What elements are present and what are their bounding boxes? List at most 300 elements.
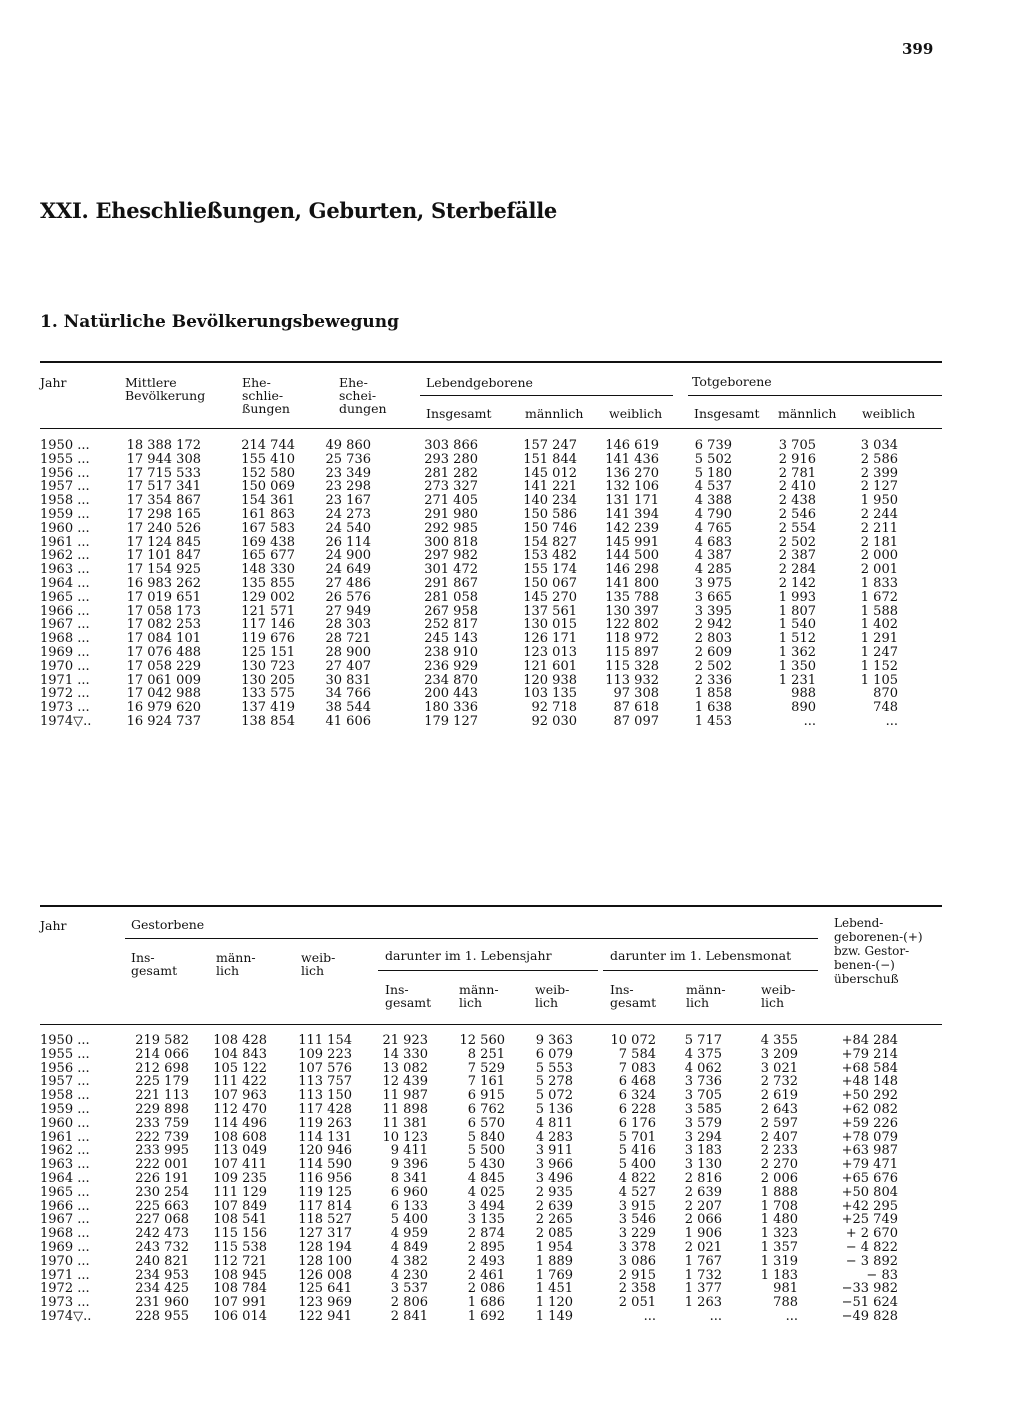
cell-lm-insgesamt: 5 400 (618, 1157, 656, 1173)
cell-gest-weiblich: 128 100 (298, 1253, 352, 1269)
cell-lebend-maennlich: 145 012 (523, 465, 577, 481)
cell-gest-insgesamt: 225 663 (135, 1198, 189, 1214)
cell-gest-maennlich: 112 721 (213, 1253, 267, 1269)
cell-gest-maennlich: 107 849 (213, 1198, 267, 1214)
cell-lebend-weiblich: 87 097 (613, 714, 659, 729)
cell-eheschliessungen: 154 361 (241, 493, 295, 509)
t1-header-lebend-weiblich: weiblich (609, 406, 663, 421)
cell-lj-insgesamt: 11 381 (382, 1115, 428, 1131)
cell-lebend-weiblich: 146 298 (605, 562, 659, 578)
cell-lm-insgesamt: 3 378 (618, 1240, 656, 1255)
year-cell: 1973 ... (40, 1295, 90, 1311)
cell-lj-maennlich: 2 461 (467, 1267, 505, 1283)
cell-tot-maennlich: 1 540 (778, 617, 816, 633)
cell-tot-weiblich: 1 247 (860, 645, 898, 660)
cell-lebend-maennlich: 126 171 (523, 631, 577, 647)
cell-lj-maennlich: 1 692 (467, 1309, 505, 1324)
year-cell: 1961 ... (40, 1129, 90, 1145)
cell-lebend-maennlich: 157 247 (523, 438, 577, 453)
cell-gest-insgesamt: 234 953 (135, 1267, 189, 1283)
cell-gest-weiblich: 113 150 (298, 1088, 352, 1104)
cell-lj-maennlich: 7 161 (467, 1074, 505, 1090)
cell-lj-insgesamt: 10 123 (382, 1129, 428, 1145)
cell-lm-maennlich: 2 816 (684, 1171, 722, 1186)
cell-lm-maennlich: 1 732 (684, 1267, 722, 1283)
cell-tot-maennlich: 2 554 (778, 520, 816, 536)
cell-ueberschuss: +59 226 (841, 1115, 898, 1131)
cell-gest-insgesamt: 212 698 (135, 1060, 189, 1076)
cell-gest-insgesamt: 231 960 (135, 1295, 189, 1311)
cell-gest-weiblich: 123 969 (298, 1295, 352, 1311)
cell-tot-maennlich: 2 916 (778, 451, 816, 467)
year-cell: 1972 ... (40, 1281, 90, 1297)
cell-tot-insgesamt: 4 790 (694, 507, 732, 522)
cell-lj-maennlich: 2 895 (467, 1240, 505, 1255)
year-cell: 1968 ... (40, 631, 90, 647)
cell-lebend-insgesamt: 292 985 (424, 520, 478, 536)
cell-lj-weiblich: 6 079 (535, 1046, 573, 1062)
cell-gest-maennlich: 104 843 (213, 1046, 267, 1062)
cell-lj-insgesamt: 21 923 (382, 1033, 428, 1048)
cell-ehescheidungen: 26 576 (325, 589, 371, 605)
cell-ehescheidungen: 24 540 (325, 520, 371, 536)
cell-lebend-weiblich: 132 106 (605, 479, 659, 495)
gestorbene-underline (125, 938, 818, 939)
cell-lm-maennlich: 1 767 (684, 1253, 722, 1269)
cell-gest-weiblich: 109 223 (298, 1046, 352, 1062)
cell-lj-maennlich: 5 430 (467, 1157, 505, 1173)
year-cell: 1970 ... (40, 658, 90, 674)
cell-lj-weiblich: 4 283 (535, 1129, 573, 1145)
cell-tot-maennlich: 2 438 (778, 493, 816, 509)
cell-lebend-maennlich: 130 015 (523, 617, 577, 633)
cell-lm-weiblich: 2 270 (760, 1157, 798, 1173)
cell-ueberschuss: − 3 892 (845, 1253, 898, 1269)
cell-lm-insgesamt: 6 176 (618, 1115, 656, 1131)
totgeborene-underline (688, 395, 942, 396)
cell-lebend-maennlich: 155 174 (523, 562, 577, 578)
cell-lebend-insgesamt: 271 405 (424, 493, 478, 509)
cell-ehescheidungen: 38 544 (325, 700, 371, 716)
cell-ehescheidungen: 26 114 (325, 534, 371, 550)
t1-header-lebend-insgesamt: Insgesamt (426, 406, 492, 421)
cell-tot-weiblich: 2 001 (860, 562, 898, 578)
cell-lebend-insgesamt: 267 958 (424, 603, 478, 619)
cell-lebend-weiblich: 141 436 (605, 451, 659, 467)
cell-lj-maennlich: 7 529 (467, 1060, 505, 1076)
cell-tot-insgesamt: 5 502 (694, 451, 732, 467)
cell-lm-insgesamt: 2 358 (618, 1281, 656, 1297)
cell-lj-weiblich: 1 149 (535, 1309, 573, 1324)
cell-gest-insgesamt: 233 995 (135, 1143, 189, 1159)
cell-lj-maennlich: 2 874 (467, 1226, 505, 1242)
cell-ehescheidungen: 23 298 (325, 479, 371, 495)
year-cell: 1967 ... (40, 617, 90, 633)
cell-gest-insgesamt: 222 001 (135, 1157, 189, 1173)
cell-ueberschuss: +50 804 (841, 1184, 898, 1200)
cell-mittlere: 17 154 925 (126, 562, 201, 578)
cell-lj-weiblich: 4 811 (535, 1115, 573, 1131)
cell-mittlere: 17 019 651 (126, 589, 201, 605)
cell-tot-insgesamt: 2 502 (694, 658, 732, 674)
cell-ueberschuss: − 83 (866, 1267, 898, 1283)
cell-lebend-maennlich: 123 013 (523, 645, 577, 660)
cell-lj-insgesamt: 11 898 (382, 1102, 428, 1117)
cell-lm-maennlich: 5 717 (684, 1033, 722, 1048)
cell-gest-maennlich: 108 428 (213, 1033, 267, 1048)
year-cell: 1960 ... (40, 520, 90, 536)
chapter-title: XXI. Eheschließungen, Geburten, Sterbefälle (40, 198, 557, 223)
cell-gest-insgesamt: 219 582 (135, 1033, 189, 1048)
cell-tot-insgesamt: 2 942 (694, 617, 732, 633)
t2-header-lm-weiblich: weib- lich (761, 982, 796, 1010)
cell-ehescheidungen: 28 721 (325, 631, 371, 647)
cell-gest-maennlich: 106 014 (213, 1309, 267, 1324)
cell-ueberschuss: + 2 670 (845, 1226, 898, 1242)
cell-mittlere: 17 084 101 (126, 631, 201, 647)
cell-tot-weiblich: 1 833 (860, 576, 898, 591)
cell-lj-maennlich: 6 915 (467, 1088, 505, 1104)
cell-lm-insgesamt: 4 527 (618, 1184, 656, 1200)
cell-tot-weiblich: 1 402 (860, 617, 898, 633)
cell-eheschliessungen: 150 069 (241, 479, 295, 495)
cell-eheschliessungen: 133 575 (241, 686, 295, 702)
cell-tot-insgesamt: 4 387 (694, 548, 732, 564)
cell-mittlere: 17 944 308 (126, 451, 201, 467)
cell-lm-maennlich: 3 294 (684, 1129, 722, 1145)
cell-lebend-insgesamt: 252 817 (424, 617, 478, 633)
cell-ueberschuss: +48 148 (841, 1074, 898, 1090)
cell-lj-insgesamt: 9 396 (390, 1157, 428, 1173)
t1-header-ehescheidungen: Ehe- schei- dungen (339, 375, 387, 416)
cell-mittlere: 17 076 488 (126, 645, 201, 660)
cell-gest-maennlich: 115 156 (213, 1226, 267, 1242)
cell-lm-weiblich: 2 233 (760, 1143, 798, 1159)
cell-lebend-maennlich: 137 561 (523, 603, 577, 619)
t2-header-jahr: Jahr (40, 918, 67, 933)
cell-gest-maennlich: 111 129 (213, 1184, 267, 1200)
cell-lj-weiblich: 1 451 (535, 1281, 573, 1297)
cell-gest-insgesamt: 227 068 (135, 1212, 189, 1228)
cell-tot-maennlich: 1 362 (778, 645, 816, 660)
cell-mittlere: 17 517 341 (126, 479, 201, 495)
year-cell: 1971 ... (40, 1267, 90, 1283)
cell-tot-insgesamt: 4 388 (694, 493, 732, 509)
cell-tot-insgesamt: 2 609 (694, 645, 732, 660)
cell-tot-weiblich: 3 034 (860, 438, 898, 453)
cell-mittlere: 16 983 262 (126, 576, 201, 591)
cell-gest-insgesamt: 221 113 (135, 1088, 189, 1104)
year-cell: 1961 ... (40, 534, 90, 550)
cell-tot-maennlich: 2 387 (778, 548, 816, 564)
cell-tot-insgesamt: 2 803 (694, 631, 732, 647)
cell-lm-insgesamt: 2 051 (618, 1295, 656, 1311)
cell-eheschliessungen: 137 419 (241, 700, 295, 716)
cell-lj-maennlich: 2 086 (467, 1281, 505, 1297)
cell-mittlere: 17 354 867 (126, 493, 201, 509)
cell-lebend-insgesamt: 238 910 (424, 645, 478, 660)
cell-lm-maennlich: 3 130 (684, 1157, 722, 1173)
cell-eheschliessungen: 167 583 (241, 520, 295, 536)
cell-lj-weiblich: 3 966 (535, 1157, 573, 1173)
cell-tot-insgesamt: 1 638 (694, 700, 732, 716)
cell-lebend-insgesamt: 179 127 (424, 714, 478, 729)
cell-gest-maennlich: 107 991 (213, 1295, 267, 1311)
cell-ueberschuss: +68 584 (841, 1060, 898, 1076)
cell-gest-insgesamt: 233 759 (135, 1115, 189, 1131)
cell-lm-insgesamt: 7 584 (618, 1046, 656, 1062)
cell-lm-insgesamt: 3 915 (618, 1198, 656, 1214)
cell-lj-maennlich: 12 560 (459, 1033, 505, 1048)
year-cell: 1962 ... (40, 548, 90, 564)
cell-lj-insgesamt: 4 849 (390, 1240, 428, 1255)
cell-gest-weiblich: 117 428 (298, 1102, 352, 1117)
cell-lebend-insgesamt: 293 280 (424, 451, 478, 467)
cell-tot-weiblich: 748 (873, 700, 898, 716)
cell-gest-insgesamt: 234 425 (135, 1281, 189, 1297)
cell-lebend-weiblich: 136 270 (605, 465, 659, 481)
cell-lebend-insgesamt: 180 336 (424, 700, 478, 716)
cell-tot-insgesamt: 1 453 (694, 714, 732, 729)
cell-lebend-insgesamt: 234 870 (424, 672, 478, 688)
cell-lebend-maennlich: 151 844 (523, 451, 577, 467)
cell-mittlere: 17 042 988 (126, 686, 201, 702)
cell-tot-maennlich: 2 502 (778, 534, 816, 550)
cell-lj-weiblich: 9 363 (535, 1033, 573, 1048)
cell-lj-insgesamt: 9 411 (390, 1143, 428, 1159)
cell-ehescheidungen: 23 167 (325, 493, 371, 509)
cell-lm-insgesamt: 3 229 (618, 1226, 656, 1242)
cell-lm-weiblich: 1 183 (760, 1267, 798, 1283)
year-cell: 1971 ... (40, 672, 90, 688)
table1-header-rule (40, 428, 942, 429)
cell-tot-weiblich: 2 127 (860, 479, 898, 495)
year-cell: 1956 ... (40, 465, 90, 481)
cell-tot-insgesamt: 3 975 (694, 576, 732, 591)
cell-gest-maennlich: 105 122 (213, 1060, 267, 1076)
cell-lebend-weiblich: 131 171 (605, 493, 659, 509)
t2-header-lj-maennlich: männ- lich (459, 982, 499, 1010)
cell-ueberschuss: +84 284 (841, 1033, 898, 1048)
cell-tot-insgesamt: 3 665 (694, 589, 732, 605)
cell-lj-weiblich: 5 136 (535, 1102, 573, 1117)
cell-lebend-weiblich: 145 991 (605, 534, 659, 550)
cell-ueberschuss: +25 749 (841, 1212, 898, 1228)
cell-lm-weiblich: 2 597 (760, 1115, 798, 1131)
year-cell: 1955 ... (40, 451, 90, 467)
year-cell: 1969 ... (40, 1240, 90, 1255)
cell-tot-insgesamt: 4 683 (694, 534, 732, 550)
cell-tot-maennlich: 1 993 (778, 589, 816, 605)
cell-lj-weiblich: 2 265 (535, 1212, 573, 1228)
cell-gest-maennlich: 111 422 (213, 1074, 267, 1090)
cell-lebend-weiblich: 122 802 (605, 617, 659, 633)
cell-lebend-weiblich: 135 788 (605, 589, 659, 605)
t1-header-jahr: Jahr (40, 375, 67, 390)
cell-tot-weiblich: 1 105 (860, 672, 898, 688)
cell-tot-insgesamt: 2 336 (694, 672, 732, 688)
cell-tot-weiblich: 2 586 (860, 451, 898, 467)
cell-mittlere: 17 058 173 (126, 603, 201, 619)
t1-header-mittlere: Mittlere Bevölkerung (125, 375, 206, 403)
cell-gest-insgesamt: 214 066 (135, 1046, 189, 1062)
cell-ehescheidungen: 49 860 (325, 438, 371, 453)
cell-lj-insgesamt: 14 330 (382, 1046, 428, 1062)
cell-lm-insgesamt: 5 701 (618, 1129, 656, 1145)
cell-ehescheidungen: 27 949 (325, 603, 371, 619)
cell-lm-maennlich: 2 207 (684, 1198, 722, 1214)
cell-gest-insgesamt: 242 473 (135, 1226, 189, 1242)
cell-gest-weiblich: 126 008 (298, 1267, 352, 1283)
cell-gest-weiblich: 128 194 (298, 1240, 352, 1255)
cell-ueberschuss: − 4 822 (845, 1240, 898, 1255)
cell-gest-maennlich: 108 608 (213, 1129, 267, 1145)
cell-lm-maennlich: 2 066 (684, 1212, 722, 1228)
cell-lm-weiblich: 4 355 (760, 1033, 798, 1048)
cell-tot-maennlich: 2 410 (778, 479, 816, 495)
t1-header-totgeborene: Totgeborene (692, 374, 772, 389)
t2-header-lm-insgesamt: Ins- gesamt (610, 982, 657, 1010)
cell-gest-insgesamt: 228 955 (135, 1309, 189, 1324)
cell-lm-insgesamt: 7 083 (618, 1060, 656, 1076)
cell-gest-weiblich: 119 125 (298, 1184, 352, 1200)
cell-ehescheidungen: 34 766 (325, 686, 371, 702)
cell-mittlere: 17 058 229 (126, 658, 201, 674)
cell-tot-weiblich: 2 399 (860, 465, 898, 481)
cell-tot-maennlich: 1 512 (778, 631, 816, 647)
cell-tot-insgesamt: 5 180 (694, 465, 732, 481)
cell-lj-weiblich: 2 935 (535, 1184, 573, 1200)
cell-lj-insgesamt: 6 133 (390, 1198, 428, 1214)
cell-gest-maennlich: 113 049 (213, 1143, 267, 1159)
cell-gest-maennlich: 107 411 (213, 1157, 267, 1173)
cell-tot-maennlich: 2 546 (778, 507, 816, 522)
cell-lm-weiblich: 1 888 (760, 1184, 798, 1200)
cell-gest-weiblich: 120 946 (298, 1143, 352, 1159)
cell-tot-weiblich: 2 181 (860, 534, 898, 550)
cell-lj-weiblich: 3 911 (535, 1143, 573, 1159)
cell-mittlere: 18 388 172 (126, 438, 201, 453)
cell-lebend-maennlich: 120 938 (523, 672, 577, 688)
cell-lj-insgesamt: 5 400 (390, 1212, 428, 1228)
t2-header-weiblich: weib- lich (301, 950, 336, 978)
cell-lebend-insgesamt: 245 143 (424, 631, 478, 647)
year-cell: 1959 ... (40, 1102, 90, 1117)
cell-tot-maennlich: 1 807 (778, 603, 816, 619)
year-cell: 1957 ... (40, 1074, 90, 1090)
year-cell: 1965 ... (40, 589, 90, 605)
cell-lebend-weiblich: 146 619 (605, 438, 659, 453)
cell-lm-weiblich: 1 319 (760, 1253, 798, 1269)
cell-lm-maennlich: 1 263 (684, 1295, 722, 1311)
year-cell: 1966 ... (40, 603, 90, 619)
cell-tot-insgesamt: 4 285 (694, 562, 732, 578)
cell-lm-weiblich: 981 (773, 1281, 798, 1297)
cell-lebend-weiblich: 97 308 (613, 686, 659, 702)
cell-gest-maennlich: 109 235 (213, 1171, 267, 1186)
year-cell: 1964 ... (40, 576, 90, 591)
cell-eheschliessungen: 214 744 (241, 438, 295, 453)
cell-lm-maennlich: 3 183 (684, 1143, 722, 1159)
cell-lj-maennlich: 8 251 (467, 1046, 505, 1062)
year-cell: 1965 ... (40, 1184, 90, 1200)
cell-lj-weiblich: 5 072 (535, 1088, 573, 1104)
cell-tot-weiblich: 1 672 (860, 589, 898, 605)
cell-gest-weiblich: 114 131 (298, 1129, 352, 1145)
cell-lj-insgesamt: 4 382 (390, 1253, 428, 1269)
year-cell: 1962 ... (40, 1143, 90, 1159)
cell-tot-weiblich: 2 211 (860, 520, 898, 536)
cell-lm-insgesamt: 3 086 (618, 1253, 656, 1269)
cell-lebend-insgesamt: 291 867 (424, 576, 478, 591)
t1-header-tot-maennlich: männlich (778, 406, 837, 421)
cell-ueberschuss: +79 471 (841, 1157, 898, 1173)
cell-tot-weiblich: 870 (873, 686, 898, 702)
cell-eheschliessungen: 125 151 (241, 645, 295, 660)
cell-gest-maennlich: 112 470 (213, 1102, 267, 1117)
cell-lm-insgesamt: 5 416 (618, 1143, 656, 1159)
cell-lj-insgesamt: 8 341 (390, 1171, 428, 1186)
t1-header-lebendgeborene: Lebendgeborene (426, 375, 533, 390)
cell-lebend-insgesamt: 281 282 (424, 465, 478, 481)
year-cell: 1973 ... (40, 700, 90, 716)
cell-ueberschuss: −49 828 (841, 1309, 898, 1324)
year-cell: 1958 ... (40, 1088, 90, 1104)
year-cell: 1974▽.. (40, 714, 92, 729)
cell-lebend-maennlich: 150 746 (523, 520, 577, 536)
cell-ueberschuss: +79 214 (841, 1046, 898, 1062)
cell-gest-weiblich: 114 590 (298, 1157, 352, 1173)
t2-header-lebensmonat: darunter im 1. Lebensmonat (610, 948, 792, 963)
cell-gest-insgesamt: 226 191 (135, 1171, 189, 1186)
page-number: 399 (902, 40, 934, 58)
cell-lm-insgesamt: 4 822 (618, 1171, 656, 1186)
table2-top-rule (40, 905, 942, 907)
year-cell: 1950 ... (40, 438, 90, 453)
year-cell: 1959 ... (40, 507, 90, 522)
cell-mittlere: 16 979 620 (126, 700, 201, 716)
cell-tot-weiblich: 2 244 (860, 507, 898, 522)
cell-eheschliessungen: 130 205 (241, 672, 295, 688)
t1-header-eheschliessungen: Ehe- schlie- ßungen (242, 375, 290, 416)
cell-lebend-insgesamt: 300 818 (424, 534, 478, 550)
cell-tot-maennlich: 1 350 (778, 658, 816, 674)
cell-lm-weiblich: 1 708 (760, 1198, 798, 1214)
lebensjahr-underline (378, 970, 598, 971)
cell-lm-insgesamt: ... (643, 1309, 656, 1324)
cell-lebend-maennlich: 154 827 (523, 534, 577, 550)
year-cell: 1969 ... (40, 645, 90, 660)
cell-lj-weiblich: 5 278 (535, 1074, 573, 1090)
cell-gest-weiblich: 113 757 (298, 1074, 352, 1090)
cell-gest-maennlich: 108 541 (213, 1212, 267, 1228)
cell-lebend-insgesamt: 273 327 (424, 479, 478, 495)
cell-mittlere: 16 924 737 (126, 714, 201, 729)
cell-gest-insgesamt: 229 898 (135, 1102, 189, 1117)
cell-eheschliessungen: 148 330 (241, 562, 295, 578)
cell-gest-weiblich: 119 263 (298, 1115, 352, 1131)
cell-ueberschuss: +78 079 (841, 1129, 898, 1145)
cell-lebend-maennlich: 92 718 (531, 700, 577, 716)
cell-tot-weiblich: 1 152 (860, 658, 898, 674)
cell-lj-insgesamt: 11 987 (382, 1088, 428, 1104)
cell-lebend-weiblich: 115 328 (605, 658, 659, 674)
t2-header-insgesamt: Ins- gesamt (131, 950, 178, 978)
cell-lm-maennlich: 1 906 (684, 1226, 722, 1242)
cell-lm-weiblich: 1 357 (760, 1240, 798, 1255)
cell-lm-maennlich: 3 585 (684, 1102, 722, 1117)
year-cell: 1963 ... (40, 562, 90, 578)
